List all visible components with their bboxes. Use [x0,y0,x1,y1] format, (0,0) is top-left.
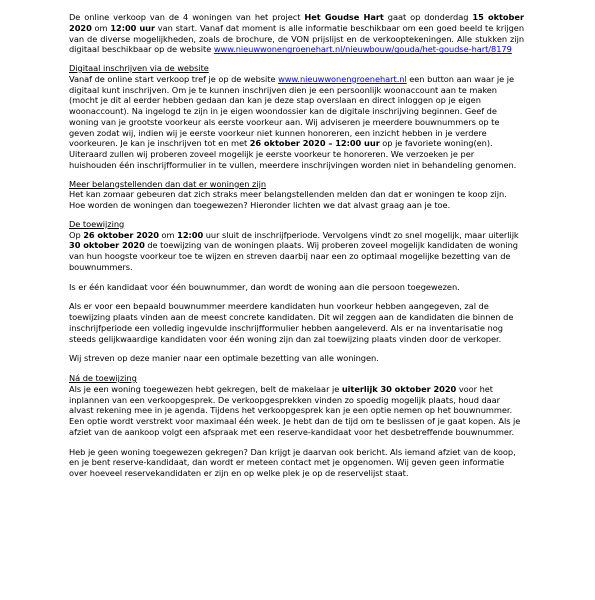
toewijzing-paragraph-4: Wij streven op deze manier naar een optimale bezetting van alle woningen. [69,353,379,364]
intro-text: van start. Vanaf dat moment is alle informatie beschikbaar om een goed beeld te krijgen van de diverse mogelijkheden, zoals de brochure, de VON prijslijst en de verkooptekeningen. Alle stukken zijn digitaal beschikbaar op de website [69,22,524,55]
paragraph-text: de toewijzing van de woningen plaats. Wij proberen zoveel mogelijk kandidaten de woning van hun hoogste voorkeur toe te wijzen en streven daarbij naar een zo optimaal mogelijke bezetting van de bouwnummers. [69,240,518,272]
paragraph-text: een button aan waar je je digitaal kunt inschrijven. Om je te kunnen inschrijven dien je een persoonlijk woonaccount aan te maken (mocht je dit al eerder hebben gedaan dan kan je deze stap overslaan en direct inloggen op je eigen woonaccount). Na ingelogd te zijn in je eigen woondossier kan de digitale inschrijving beginnen. Geef de woning van je grootste voorkeur als eerste voorkeur aan. Wij adviseren je meerdere bouwnummers op te geven zodat wij, indien wij je eerste voorkeur niet kunnen honoreren, een inzicht hebben in je verdere voorkeuren. Je kan je inschrijven tot en met [69,73,515,149]
paragraph-text: op je favoriete woning(en). Uiteraard zullen wij proberen zoveel mogelijk je eerste voorkeur te honoreren. We verzoeken je per huishouden één inschrijfformulier in te vullen, meerdere inschrijvingen worden niet in behandeling genomen. [69,138,517,170]
deadline-date: 26 oktober 2020 – 12:00 uur [249,138,380,149]
section-paragraph-meer-belangstellenden: Het kan zomaar gebeuren dat zich straks meer belangstellenden melden dan dat er woningen te koop zijn. Hoe worden de woningen dan toegewezen? Hieronder lichten we dat alvast graag aan je toe. [69,189,507,210]
intro-text: De online verkoop van de 4 woningen van het project [69,12,305,22]
paragraph-text: Op [69,229,84,240]
intro-text: om [91,22,111,33]
start-time: 12:00 uur [110,22,156,33]
project-name: Het Goudse Hart [304,12,384,22]
closing-time: 12:00 [177,229,204,240]
section-paragraph-digitaal-inschrijven [69,74,524,171]
section-heading-toewijzing: De toewijzing [69,218,125,229]
intro-paragraph [69,12,524,55]
paragraph-text: om [158,229,178,240]
website-link[interactable]: www.nieuwwonengroenehart.nl [278,73,407,84]
paragraph-text: Als je een woning toegewezen hebt gekregen, belt de makelaar je [69,383,342,394]
na-toewijzing-paragraph-2: Heb je geen woning toegewezen gekregen? Dan krijgt je daarvan ook bericht. Als iemand afziet van de koop, en je bent reserve-kandidaat, dan wordt er meteen contact met je opgenomen. Wij geven geen informatie over hoeveel reservekandidaten er zijn en op welke plek je op de reservelijst staat. [69,446,516,478]
start-date: 15 oktober 2020 [69,12,524,33]
section-heading-digitaal-inschrijven: Digitaal inschrijven via de website [69,63,209,73]
paragraph-text: uur sluit de inschrijfperiode. Vervolgens vindt zo snel mogelijk, maar uiterlijk [203,229,519,240]
section-paragraph-toewijzing [69,230,524,273]
project-website-link[interactable]: www.nieuwwonengroenehart.nl/nieuwbouw/gouda/het-goudse-hart/8179 [213,44,512,55]
toewijzing-paragraph-2: Is er één kandidaat voor één bouwnummer, dan wordt de woning aan die persoon toegewezen. [69,281,460,292]
intro-text: gaat op donderdag [383,12,473,22]
allocation-date: 30 oktober 2020 [69,240,145,251]
call-deadline: uiterlijk 30 oktober 2020 [341,383,457,394]
section-heading-meer-belangstellenden: Meer belangstellenden dan dat er woningen zijn [69,178,267,189]
paragraph-text: voor het inplannen van een verkoopgesprek. De verkoopgesprekken vinden zo spoedig mogelijk plaats, houd daar alvast rekening mee in je agenda. Tijdens het verkoopgesprek kan je een optie nemen op het bouwnummer. Een optie wordt verstrekt voor maximaal één week. Je hebt dan de tijd om te beslissen of je gaat kopen. Als je afziet van de aankoop volgt een afspraak met een reserve-kandidaat voor het desbetreffende bouwnummer. [69,383,521,437]
closing-date: 26 oktober 2020 [83,229,159,240]
toewijzing-paragraph-3: Als er voor een bepaald bouwnummer meerdere kandidaten hun voorkeur hebben aangegeven, zal de toewijzing plaats vinden aan de meest concrete kandidaten. Dit wil zeggen aan de kandidaten die binnen de inschrijfperiode een volledig ingevulde inschrijfformulier hebben aangeleverd. Als er na inventarisatie nog steeds gelijkwaardige kandidaten voor één woning zijn dan zal toewijzing plaats vinden door de verkoper. [69,301,514,344]
paragraph-text: Vanaf de online start verkoop tref je op de website [69,73,279,84]
document-body [69,12,524,479]
section-heading-na-toewijzing: Ná de toewijzing [69,373,137,383]
section-paragraph-na-toewijzing [69,384,524,438]
